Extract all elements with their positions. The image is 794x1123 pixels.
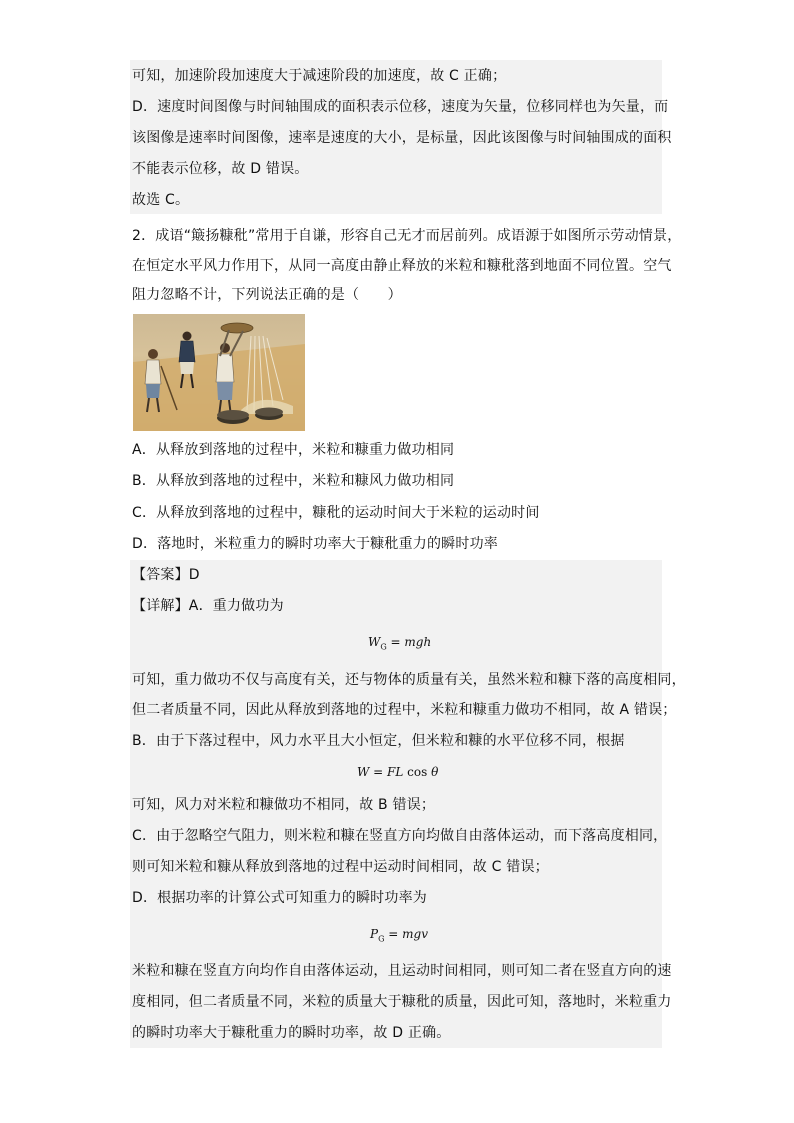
prev-answer-line: 故选 C。: [132, 192, 190, 208]
option-c: C．从释放到落地的过程中，糠秕的运动时间大于米粒的运动时间: [132, 505, 540, 521]
option-a: A．从释放到落地的过程中，米粒和糠重力做功相同: [132, 442, 455, 458]
prev-answer-line: D．速度时间图像与时间轴围成的面积表示位移，速度为矢量，位移同样也为矢量，而: [132, 99, 669, 115]
detail-line: 米粒和糠在竖直方向均作自由落体运动，且运动时间相同，则可知二者在竖直方向的速: [132, 963, 672, 979]
detail-line: 可知，重力做功不仅与高度有关，还与物体的质量有关，虽然米粒和糠下落的高度相同，: [132, 672, 686, 688]
option-b: B．从释放到落地的过程中，米粒和糠风力做功相同: [132, 473, 455, 489]
detail-line: B．由于下落过程中，风力水平且大小恒定，但米粒和糠的水平位移不同，根据: [132, 733, 625, 749]
question-stem-line: 在恒定水平风力作用下，从同一高度由静止释放的米粒和糠秕落到地面不同位置。空气: [132, 258, 672, 274]
equation-wind-work: W = FL cos θ: [357, 765, 439, 779]
detail-line: 可知，风力对米粒和糠做功不相同，故 B 错误；: [132, 797, 436, 813]
detail-line: 【详解】A．重力做功为: [132, 598, 284, 614]
detail-line: 的瞬时功率大于糠秕重力的瞬时功率，故 D 正确。: [132, 1025, 451, 1041]
prev-answer-line: 可知，加速阶段加速度大于减速阶段的加速度，故 C 正确；: [132, 68, 507, 84]
detail-line: 但二者质量不同，因此从释放到落地的过程中，米粒和糠重力做功不相同，故 A 错误；: [132, 702, 677, 718]
equation-gravity-work: $W_G$ = mgh: [368, 635, 432, 652]
prev-answer-line: 该图像是速率时间图像，速率是速度的大小，是标量，因此该图像与时间轴围成的面积: [132, 130, 672, 146]
winnowing-scene-image: [133, 314, 305, 431]
equation-gravity-power: $P_G$ = mgv: [370, 927, 428, 944]
winnowing-illustration: [133, 314, 305, 431]
prev-answer-line: 不能表示位移，故 D 错误。: [132, 161, 309, 177]
detail-line: 度相同，但二者质量不同，米粒的质量大于糠秕的质量，因此可知，落地时，米粒重力: [132, 994, 672, 1010]
answer-line: 【答案】D: [132, 567, 200, 583]
question-stem-line: 阻力忽略不计，下列说法正确的是（ ）: [132, 287, 402, 303]
question-stem-line: 2．成语“簸扬糠秕”常用于自谦，形容自己无才而居前列。成语源于如图所示劳动情景，: [132, 228, 682, 244]
option-d: D．落地时，米粒重力的瞬时功率大于糠秕重力的瞬时功率: [132, 536, 498, 552]
detail-line: D．根据功率的计算公式可知重力的瞬时功率为: [132, 890, 427, 906]
detail-line: 则可知米粒和糠从释放到落地的过程中运动时间相同，故 C 错误；: [132, 859, 549, 875]
detail-line: C．由于忽略空气阻力，则米粒和糠在竖直方向均做自由落体运动，而下落高度相同，: [132, 828, 668, 844]
